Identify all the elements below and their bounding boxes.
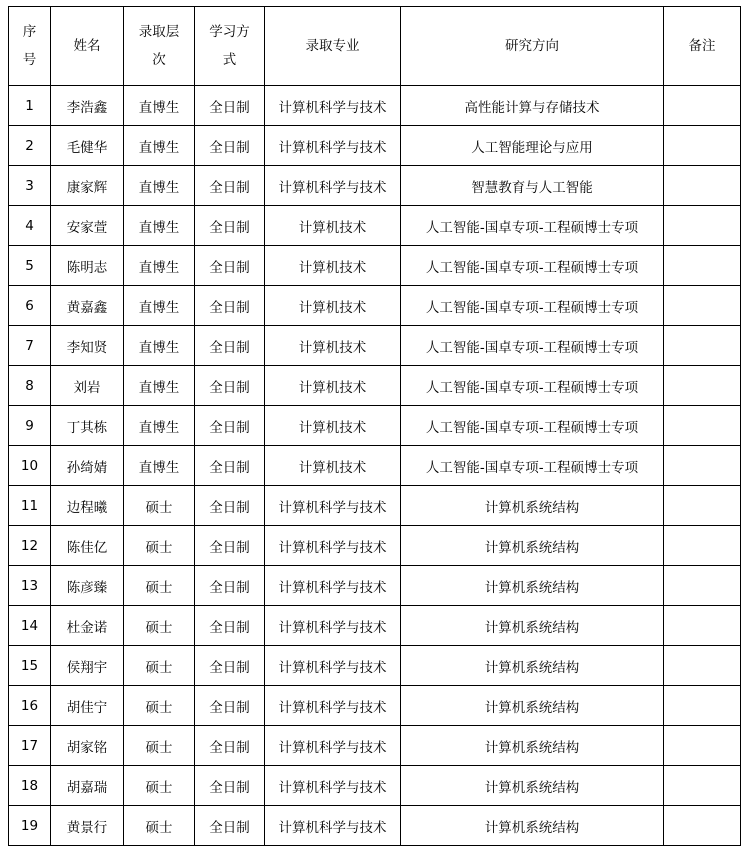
cell-level: 直博生 <box>124 206 195 246</box>
cell-direction: 计算机系统结构 <box>401 726 664 766</box>
cell-remark <box>664 246 741 286</box>
cell-level: 直博生 <box>124 326 195 366</box>
cell-direction: 计算机系统结构 <box>401 686 664 726</box>
cell-name: 康家辉 <box>51 166 124 206</box>
cell-major: 计算机科学与技术 <box>265 526 401 566</box>
cell-index: 19 <box>9 806 51 846</box>
cell-direction: 计算机系统结构 <box>401 646 664 686</box>
cell-level: 硕士 <box>124 766 195 806</box>
cell-mode: 全日制 <box>195 606 265 646</box>
cell-major: 计算机科学与技术 <box>265 606 401 646</box>
table-row <box>9 86 741 126</box>
cell-mode: 全日制 <box>195 726 265 766</box>
cell-remark <box>664 366 741 406</box>
cell-level: 直博生 <box>124 246 195 286</box>
cell-major: 计算机技术 <box>265 206 401 246</box>
header-direction: 研究方向 <box>401 7 664 86</box>
cell-direction: 智慧教育与人工智能 <box>401 166 664 206</box>
table-row <box>9 166 741 206</box>
cell-level: 硕士 <box>124 726 195 766</box>
cell-direction: 人工智能-国卓专项-工程硕博士专项 <box>401 286 664 326</box>
cell-remark <box>664 566 741 606</box>
cell-name: 安家萱 <box>51 206 124 246</box>
cell-mode: 全日制 <box>195 686 265 726</box>
cell-mode: 全日制 <box>195 806 265 846</box>
cell-direction: 人工智能-国卓专项-工程硕博士专项 <box>401 446 664 486</box>
cell-index: 12 <box>9 526 51 566</box>
header-index-line-2: 号 <box>22 52 37 68</box>
cell-name: 胡佳宁 <box>51 686 124 726</box>
table-row <box>9 646 741 686</box>
cell-direction: 计算机系统结构 <box>401 606 664 646</box>
cell-index: 6 <box>9 286 51 326</box>
cell-name: 胡嘉瑞 <box>51 766 124 806</box>
cell-remark <box>664 806 741 846</box>
table-row <box>9 326 741 366</box>
cell-mode: 全日制 <box>195 566 265 606</box>
cell-level: 直博生 <box>124 366 195 406</box>
cell-remark <box>664 766 741 806</box>
cell-index: 18 <box>9 766 51 806</box>
cell-name: 陈彦臻 <box>51 566 124 606</box>
cell-level: 硕士 <box>124 486 195 526</box>
cell-mode: 全日制 <box>195 126 265 166</box>
cell-major: 计算机科学与技术 <box>265 766 401 806</box>
table-row <box>9 766 741 806</box>
cell-direction: 计算机系统结构 <box>401 806 664 846</box>
cell-name: 李知贤 <box>51 326 124 366</box>
cell-index: 13 <box>9 566 51 606</box>
header-index <box>9 7 51 86</box>
cell-name: 丁其栋 <box>51 406 124 446</box>
cell-major: 计算机技术 <box>265 286 401 326</box>
table-header <box>9 7 741 86</box>
cell-level: 直博生 <box>124 406 195 446</box>
cell-direction: 人工智能-国卓专项-工程硕博士专项 <box>401 366 664 406</box>
cell-direction: 计算机系统结构 <box>401 766 664 806</box>
cell-remark <box>664 686 741 726</box>
cell-major: 计算机科学与技术 <box>265 126 401 166</box>
table-row <box>9 566 741 606</box>
cell-index: 15 <box>9 646 51 686</box>
cell-remark <box>664 406 741 446</box>
table-row <box>9 686 741 726</box>
table-row <box>9 446 741 486</box>
cell-name: 毛健华 <box>51 126 124 166</box>
cell-major: 计算机科学与技术 <box>265 806 401 846</box>
table-row <box>9 526 741 566</box>
header-mode-line-2: 式 <box>222 52 237 68</box>
header-mode <box>195 7 265 86</box>
cell-name: 孙绮婧 <box>51 446 124 486</box>
cell-index: 1 <box>9 86 51 126</box>
cell-mode: 全日制 <box>195 246 265 286</box>
header-level <box>124 7 195 86</box>
cell-index: 2 <box>9 126 51 166</box>
cell-direction: 人工智能-国卓专项-工程硕博士专项 <box>401 326 664 366</box>
table-row <box>9 286 741 326</box>
admission-table <box>8 6 741 846</box>
cell-level: 直博生 <box>124 166 195 206</box>
cell-index: 10 <box>9 446 51 486</box>
cell-level: 硕士 <box>124 686 195 726</box>
header-level-line-2: 次 <box>152 52 166 68</box>
cell-mode: 全日制 <box>195 366 265 406</box>
cell-mode: 全日制 <box>195 646 265 686</box>
table-row <box>9 486 741 526</box>
cell-remark <box>664 726 741 766</box>
cell-remark <box>664 646 741 686</box>
cell-mode: 全日制 <box>195 166 265 206</box>
cell-mode: 全日制 <box>195 406 265 446</box>
cell-mode: 全日制 <box>195 446 265 486</box>
cell-major: 计算机科学与技术 <box>265 166 401 206</box>
header-index-line-1: 序 <box>22 24 37 40</box>
cell-level: 硕士 <box>124 606 195 646</box>
cell-level: 直博生 <box>124 86 195 126</box>
cell-remark <box>664 526 741 566</box>
table-row <box>9 606 741 646</box>
cell-major: 计算机科学与技术 <box>265 86 401 126</box>
cell-name: 陈佳亿 <box>51 526 124 566</box>
cell-remark <box>664 166 741 206</box>
table-row <box>9 126 741 166</box>
cell-mode: 全日制 <box>195 86 265 126</box>
header-mode-line-1: 学习方 <box>209 24 250 40</box>
header-remark: 备注 <box>664 7 741 86</box>
cell-name: 杜金诺 <box>51 606 124 646</box>
cell-major: 计算机技术 <box>265 406 401 446</box>
header-name: 姓名 <box>51 7 124 86</box>
cell-mode: 全日制 <box>195 486 265 526</box>
cell-remark <box>664 286 741 326</box>
cell-mode: 全日制 <box>195 206 265 246</box>
cell-index: 3 <box>9 166 51 206</box>
table-row <box>9 246 741 286</box>
cell-major: 计算机科学与技术 <box>265 646 401 686</box>
cell-major: 计算机科学与技术 <box>265 726 401 766</box>
cell-level: 直博生 <box>124 286 195 326</box>
cell-direction: 人工智能-国卓专项-工程硕博士专项 <box>401 406 664 446</box>
cell-name: 陈明志 <box>51 246 124 286</box>
table-row <box>9 206 741 246</box>
cell-direction: 人工智能理论与应用 <box>401 126 664 166</box>
cell-major: 计算机技术 <box>265 246 401 286</box>
cell-major: 计算机科学与技术 <box>265 566 401 606</box>
cell-level: 硕士 <box>124 646 195 686</box>
cell-index: 5 <box>9 246 51 286</box>
cell-major: 计算机技术 <box>265 326 401 366</box>
cell-level: 直博生 <box>124 126 195 166</box>
header-major: 录取专业 <box>265 7 401 86</box>
cell-name: 边程曦 <box>51 486 124 526</box>
cell-name: 李浩鑫 <box>51 86 124 126</box>
cell-direction: 高性能计算与存储技术 <box>401 86 664 126</box>
cell-mode: 全日制 <box>195 526 265 566</box>
cell-direction: 计算机系统结构 <box>401 566 664 606</box>
cell-index: 8 <box>9 366 51 406</box>
cell-index: 4 <box>9 206 51 246</box>
cell-name: 黄嘉鑫 <box>51 286 124 326</box>
header-level-line-1: 录取层 <box>138 24 180 40</box>
cell-remark <box>664 206 741 246</box>
cell-remark <box>664 446 741 486</box>
cell-index: 16 <box>9 686 51 726</box>
cell-major: 计算机技术 <box>265 366 401 406</box>
cell-index: 14 <box>9 606 51 646</box>
cell-level: 直博生 <box>124 446 195 486</box>
cell-mode: 全日制 <box>195 766 265 806</box>
table-row <box>9 406 741 446</box>
cell-index: 7 <box>9 326 51 366</box>
cell-remark <box>664 126 741 166</box>
cell-level: 硕士 <box>124 806 195 846</box>
header-row <box>9 7 741 86</box>
cell-remark <box>664 326 741 366</box>
cell-index: 11 <box>9 486 51 526</box>
table-row <box>9 726 741 766</box>
cell-index: 9 <box>9 406 51 446</box>
table-row <box>9 366 741 406</box>
cell-remark <box>664 86 741 126</box>
cell-name: 黄景行 <box>51 806 124 846</box>
cell-major: 计算机科学与技术 <box>265 486 401 526</box>
cell-mode: 全日制 <box>195 286 265 326</box>
table-row <box>9 806 741 846</box>
cell-major: 计算机科学与技术 <box>265 686 401 726</box>
cell-index: 17 <box>9 726 51 766</box>
cell-direction: 人工智能-国卓专项-工程硕博士专项 <box>401 246 664 286</box>
cell-name: 胡家铭 <box>51 726 124 766</box>
cell-remark <box>664 486 741 526</box>
cell-name: 刘岩 <box>51 366 124 406</box>
cell-level: 硕士 <box>124 566 195 606</box>
cell-direction: 计算机系统结构 <box>401 526 664 566</box>
cell-remark <box>664 606 741 646</box>
cell-mode: 全日制 <box>195 326 265 366</box>
cell-major: 计算机技术 <box>265 446 401 486</box>
cell-level: 硕士 <box>124 526 195 566</box>
table-body <box>9 86 741 846</box>
cell-name: 侯翔宇 <box>51 646 124 686</box>
cell-direction: 人工智能-国卓专项-工程硕博士专项 <box>401 206 664 246</box>
cell-direction: 计算机系统结构 <box>401 486 664 526</box>
